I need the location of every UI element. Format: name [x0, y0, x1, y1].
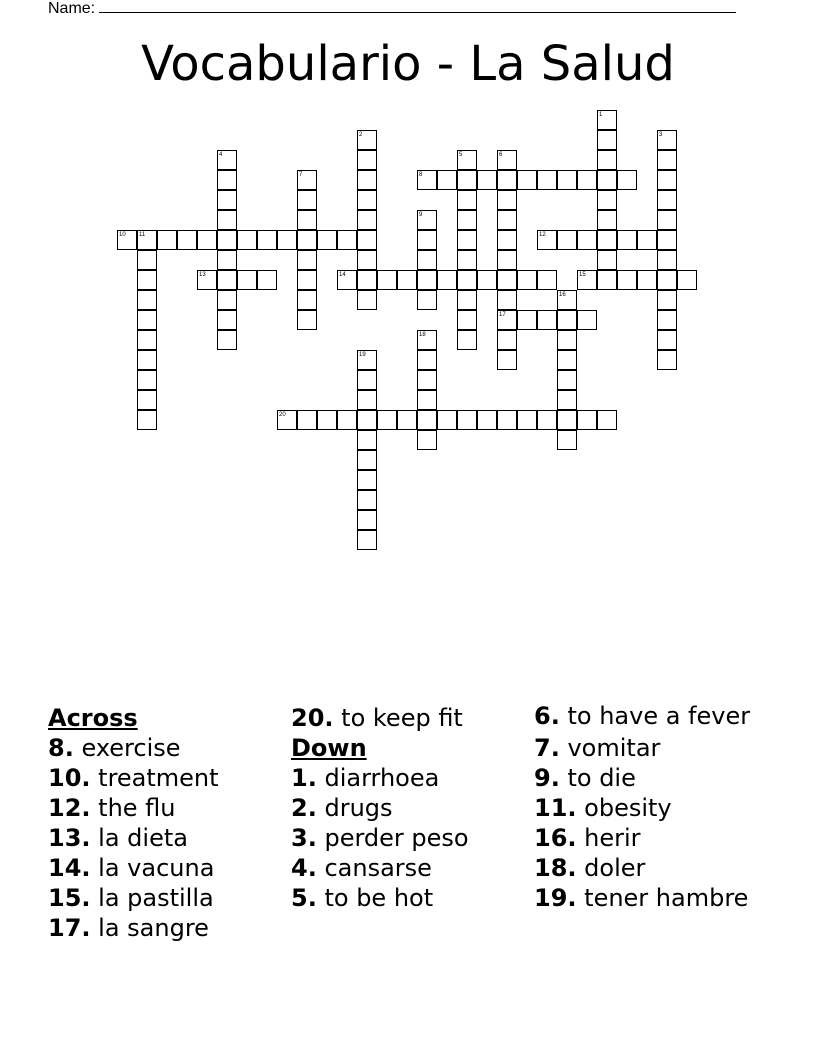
grid-cell[interactable]	[657, 290, 677, 310]
grid-cell[interactable]	[357, 130, 377, 150]
grid-cell[interactable]	[137, 370, 157, 390]
grid-cell[interactable]	[137, 390, 157, 410]
grid-cell[interactable]	[417, 170, 437, 190]
cell-number: 19	[359, 352, 366, 358]
grid-cell[interactable]	[657, 330, 677, 350]
grid-cell[interactable]	[637, 270, 657, 290]
grid-cell[interactable]	[257, 230, 277, 250]
grid-cell[interactable]	[617, 230, 637, 250]
grid-cell[interactable]	[637, 230, 657, 250]
cell-number: 3	[659, 132, 663, 138]
cell-number: 18	[419, 332, 426, 338]
grid-cell[interactable]	[457, 210, 477, 230]
grid-cell[interactable]	[357, 170, 377, 190]
grid-cell[interactable]	[217, 290, 237, 310]
clue-down-2: 2. drugs	[291, 794, 393, 822]
grid-cell[interactable]	[437, 270, 457, 290]
grid-cell[interactable]	[657, 130, 677, 150]
grid-cell[interactable]	[657, 350, 677, 370]
grid-cell[interactable]	[557, 170, 577, 190]
grid-cell[interactable]	[417, 370, 437, 390]
grid-cell[interactable]	[577, 170, 597, 190]
clue-across-14: 14. la vacuna	[48, 854, 215, 882]
grid-cell[interactable]	[397, 410, 417, 430]
grid-cell[interactable]	[217, 230, 237, 250]
grid-cell[interactable]	[217, 250, 237, 270]
clue-down-1: 1. diarrhoea	[291, 764, 440, 792]
clue-down-9: 9. to die	[534, 764, 636, 792]
grid-cell[interactable]	[357, 390, 377, 410]
clue-across-17: 17. la sangre	[48, 914, 209, 942]
grid-cell[interactable]	[457, 410, 477, 430]
grid-cell[interactable]	[137, 290, 157, 310]
grid-cell[interactable]	[497, 250, 517, 270]
grid-cell[interactable]	[577, 270, 597, 290]
grid-cell[interactable]	[357, 410, 377, 430]
grid-cell[interactable]	[357, 230, 377, 250]
page-title: Vocabulario - La Salud	[141, 36, 675, 92]
grid-cell[interactable]	[117, 230, 137, 250]
clue-down-5: 5. to be hot	[291, 884, 434, 912]
grid-cell[interactable]	[417, 250, 437, 270]
grid-cell[interactable]	[617, 270, 637, 290]
grid-cell[interactable]	[237, 230, 257, 250]
clue-across-12: 12. the flu	[48, 794, 176, 822]
grid-cell[interactable]	[657, 210, 677, 230]
grid-cell[interactable]	[157, 230, 177, 250]
grid-cell[interactable]	[457, 270, 477, 290]
grid-cell[interactable]	[577, 310, 597, 330]
cell-number: 16	[559, 292, 566, 298]
clue-column-3	[534, 703, 764, 913]
grid-cell[interactable]	[217, 190, 237, 210]
cell-number: 15	[579, 272, 586, 278]
grid-cell[interactable]	[477, 410, 497, 430]
clue-down-19: 19. tener hambre	[534, 884, 749, 912]
grid-cell[interactable]	[297, 310, 317, 330]
cell-number: 8	[419, 172, 423, 178]
grid-cell[interactable]	[357, 510, 377, 530]
grid-cell[interactable]	[237, 270, 257, 290]
cell-number: 14	[339, 272, 346, 278]
grid-cell[interactable]	[217, 310, 237, 330]
grid-cell[interactable]	[297, 290, 317, 310]
grid-cell[interactable]	[417, 330, 437, 350]
grid-cell[interactable]	[297, 230, 317, 250]
grid-cell[interactable]	[457, 150, 477, 170]
clue-across-13: 13. la dieta	[48, 824, 188, 852]
grid-cell[interactable]	[437, 410, 457, 430]
grid-cell[interactable]	[357, 490, 377, 510]
grid-cell[interactable]	[497, 170, 517, 190]
grid-cell[interactable]	[497, 330, 517, 350]
grid-cell[interactable]	[597, 270, 617, 290]
clue-across-10: 10. treatment	[48, 764, 219, 792]
grid-cell[interactable]	[557, 410, 577, 430]
grid-cell[interactable]	[497, 230, 517, 250]
clue-down-4: 4. cansarse	[291, 854, 432, 882]
down-heading: Down	[291, 734, 367, 762]
grid-cell[interactable]	[217, 330, 237, 350]
name-label: Name:	[48, 0, 96, 17]
grid-cell[interactable]	[297, 270, 317, 290]
grid-cell[interactable]	[357, 470, 377, 490]
grid-cell[interactable]	[277, 410, 297, 430]
grid-cell[interactable]	[357, 150, 377, 170]
grid-cell[interactable]	[557, 310, 577, 330]
grid-cell[interactable]	[597, 190, 617, 210]
cell-number: 1	[599, 112, 603, 118]
grid-cell[interactable]	[357, 270, 377, 290]
grid-cell[interactable]	[477, 270, 497, 290]
grid-cell[interactable]	[417, 410, 437, 430]
grid-cell[interactable]	[677, 270, 697, 290]
grid-cell[interactable]	[417, 230, 437, 250]
grid-cell[interactable]	[577, 410, 597, 430]
grid-cell[interactable]	[137, 350, 157, 370]
grid-cell[interactable]	[597, 230, 617, 250]
grid-cell[interactable]	[137, 410, 157, 430]
grid-cell[interactable]	[557, 230, 577, 250]
grid-cell[interactable]	[657, 150, 677, 170]
grid-cell[interactable]	[457, 290, 477, 310]
grid-cell[interactable]	[137, 270, 157, 290]
grid-cell[interactable]	[377, 410, 397, 430]
cell-number: 11	[139, 232, 146, 238]
grid-cell[interactable]	[517, 270, 537, 290]
grid-cell[interactable]	[137, 310, 157, 330]
grid-cell[interactable]	[537, 170, 557, 190]
grid-cell[interactable]	[557, 350, 577, 370]
clue-down-6: 6. to have a fever	[534, 702, 751, 730]
grid-cell[interactable]	[537, 270, 557, 290]
grid-cell[interactable]	[197, 230, 217, 250]
grid-cell[interactable]	[217, 270, 237, 290]
grid-cell[interactable]	[537, 410, 557, 430]
clue-column-1	[48, 703, 278, 943]
cell-number: 17	[499, 312, 506, 318]
grid-cell[interactable]	[297, 410, 317, 430]
grid-cell[interactable]	[597, 210, 617, 230]
grid-cell[interactable]	[357, 250, 377, 270]
grid-cell[interactable]	[457, 310, 477, 330]
grid-cell[interactable]	[417, 350, 437, 370]
grid-cell[interactable]	[397, 270, 417, 290]
grid-cell[interactable]	[177, 230, 197, 250]
cell-number: 12	[539, 232, 546, 238]
grid-cell[interactable]	[457, 170, 477, 190]
grid-cell[interactable]	[137, 330, 157, 350]
grid-cell[interactable]	[217, 210, 237, 230]
clue-down-7: 7. vomitar	[534, 734, 661, 762]
grid-cell[interactable]	[257, 270, 277, 290]
grid-cell[interactable]	[357, 450, 377, 470]
grid-cell[interactable]	[297, 170, 317, 190]
grid-cell[interactable]	[437, 170, 457, 190]
grid-cell[interactable]	[497, 290, 517, 310]
grid-cell[interactable]	[457, 330, 477, 350]
grid-cell[interactable]	[617, 170, 637, 190]
grid-cell[interactable]	[357, 370, 377, 390]
grid-cell[interactable]	[277, 230, 297, 250]
grid-cell[interactable]	[317, 410, 337, 430]
grid-cell[interactable]	[497, 310, 517, 330]
grid-cell[interactable]	[597, 150, 617, 170]
grid-cell[interactable]	[357, 290, 377, 310]
grid-cell[interactable]	[597, 110, 617, 130]
grid-cell[interactable]	[657, 170, 677, 190]
grid-cell[interactable]	[217, 150, 237, 170]
cell-number: 13	[199, 272, 206, 278]
cell-number: 9	[419, 212, 423, 218]
grid-cell[interactable]	[377, 270, 397, 290]
grid-cell[interactable]	[417, 290, 437, 310]
grid-cell[interactable]	[537, 310, 557, 330]
grid-cell[interactable]	[517, 170, 537, 190]
grid-cell[interactable]	[137, 230, 157, 250]
grid-cell[interactable]	[657, 250, 677, 270]
grid-cell[interactable]	[597, 410, 617, 430]
grid-cell[interactable]	[297, 250, 317, 270]
grid-cell[interactable]	[497, 150, 517, 170]
grid-cell[interactable]	[557, 390, 577, 410]
grid-cell[interactable]	[357, 350, 377, 370]
grid-cell[interactable]	[417, 210, 437, 230]
grid-cell[interactable]	[297, 190, 317, 210]
cell-number: 10	[119, 232, 126, 238]
grid-cell[interactable]	[337, 410, 357, 430]
grid-cell[interactable]	[517, 410, 537, 430]
grid-cell[interactable]	[357, 190, 377, 210]
cell-number: 6	[499, 152, 503, 158]
grid-cell[interactable]	[417, 390, 437, 410]
grid-cell[interactable]	[497, 210, 517, 230]
clue-across-15: 15. la pastilla	[48, 884, 214, 912]
cell-number: 4	[219, 152, 223, 158]
across-heading: Across	[48, 704, 138, 732]
grid-cell[interactable]	[357, 210, 377, 230]
clue-across-20: 20. to keep fit	[291, 704, 463, 732]
grid-cell[interactable]	[417, 270, 437, 290]
clue-down-11: 11. obesity	[534, 794, 672, 822]
grid-cell[interactable]	[657, 310, 677, 330]
grid-cell[interactable]	[477, 170, 497, 190]
clue-column-2	[291, 703, 521, 913]
cell-number: 5	[459, 152, 463, 158]
clue-down-3: 3. perder peso	[291, 824, 469, 852]
grid-cell[interactable]	[557, 330, 577, 350]
grid-cell[interactable]	[137, 250, 157, 270]
grid-cell[interactable]	[577, 230, 597, 250]
grid-cell[interactable]	[457, 250, 477, 270]
grid-cell[interactable]	[357, 530, 377, 550]
cell-number: 20	[279, 412, 286, 418]
grid-cell[interactable]	[517, 310, 537, 330]
clue-across-8: 8. exercise	[48, 734, 181, 762]
grid-cell[interactable]	[537, 230, 557, 250]
grid-cell[interactable]	[597, 250, 617, 270]
grid-cell[interactable]	[597, 130, 617, 150]
grid-cell[interactable]	[317, 230, 337, 250]
grid-cell[interactable]	[197, 270, 217, 290]
cell-number: 2	[359, 132, 363, 138]
grid-cell[interactable]	[657, 190, 677, 210]
grid-cell[interactable]	[657, 230, 677, 250]
grid-cell[interactable]	[297, 210, 317, 230]
grid-cell[interactable]	[497, 190, 517, 210]
grid-cell[interactable]	[597, 170, 617, 190]
grid-cell[interactable]	[557, 370, 577, 390]
cell-number: 7	[299, 172, 303, 178]
grid-cell[interactable]	[497, 350, 517, 370]
grid-cell[interactable]	[497, 270, 517, 290]
grid-cell[interactable]	[357, 430, 377, 450]
clue-down-16: 16. herir	[534, 824, 641, 852]
grid-cell[interactable]	[217, 170, 237, 190]
grid-cell[interactable]	[337, 270, 357, 290]
grid-cell[interactable]	[657, 270, 677, 290]
grid-cell[interactable]	[557, 290, 577, 310]
grid-cell[interactable]	[497, 410, 517, 430]
grid-cell[interactable]	[457, 230, 477, 250]
clue-down-18: 18. doler	[534, 854, 646, 882]
grid-cell[interactable]	[457, 190, 477, 210]
grid-cell[interactable]	[417, 430, 437, 450]
grid-cell[interactable]	[337, 230, 357, 250]
grid-cell[interactable]	[557, 430, 577, 450]
